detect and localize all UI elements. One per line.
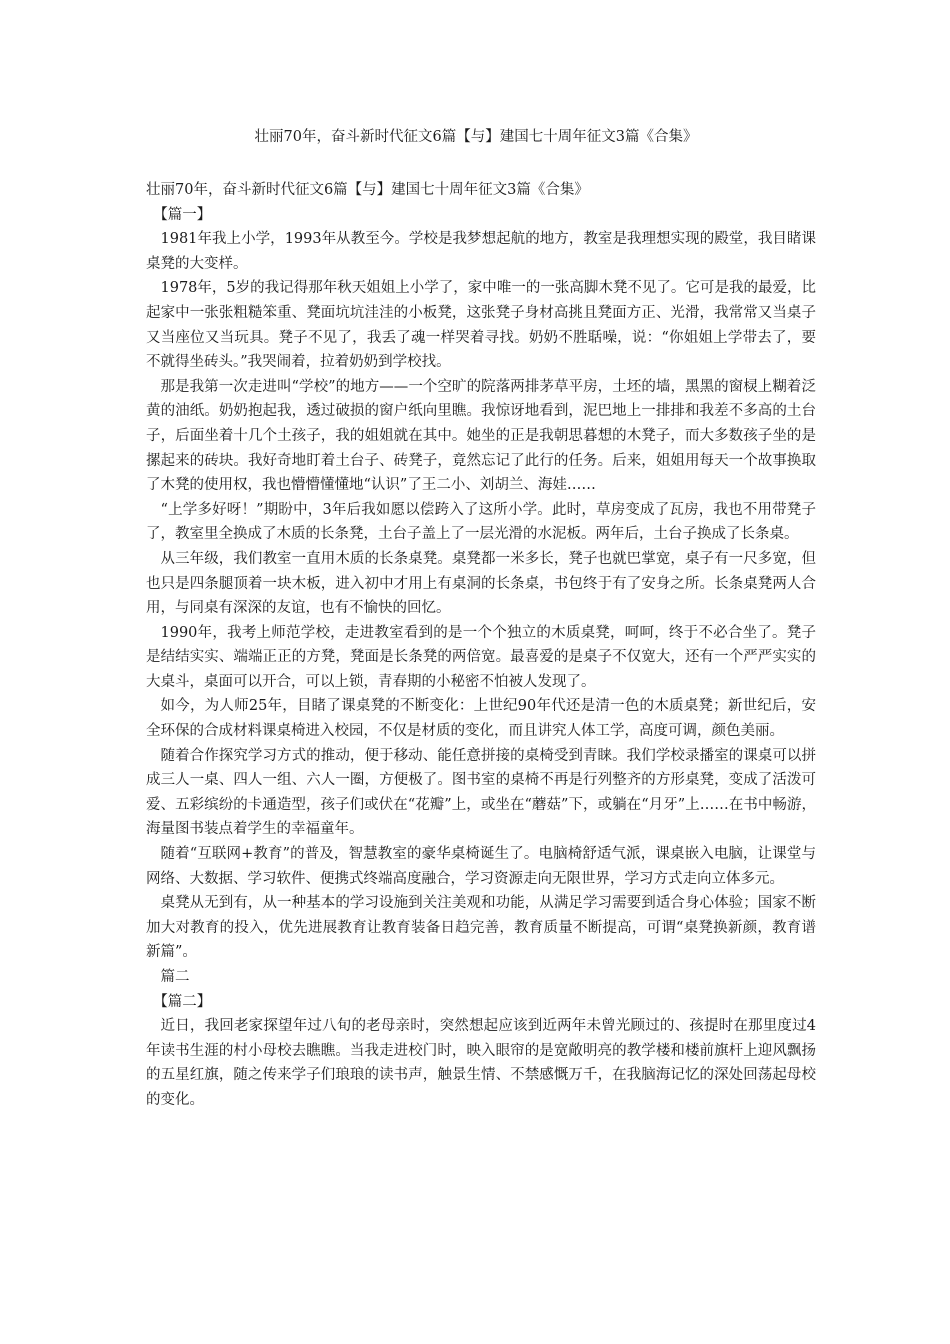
page-title: 壮丽70年，奋斗新时代征文6篇【与】建国七十周年征文3篇《合集》 (254, 129, 698, 145)
paragraph: 桌凳从无到有，从一种基本的学习设施到关注美观和功能，从满足学习需要到适合身心体验；国家不断加大对教育的投入，优先进展教育让教育装备日趋完善，教育质量不断提高，可谓“桌凳换新颜，教育谱新篇”。 (146, 895, 816, 961)
paragraph: 近日，我回老家探望年过八旬的老母亲时，突然想起应该到近两年未曾光顾过的、孩提时在那里度过4年读书生涯的村小母校去瞧瞧。当我走进校门时，映入眼帘的是宽敞明亮的教学楼和楼前旗杆上迎风飘扬的五星红旗，随之传来学子们琅琅的读书声，触景生情、不禁感慨万千，在我脑海记忆的深处回荡起母校的变化。 (146, 1018, 816, 1108)
paragraph: 随着合作探究学习方式的推动，便于移动、能任意拼接的桌椅受到青睐。我们学校录播室的课桌可以拼成三人一桌、四人一组、六人一圈，方便极了。图书室的桌椅不再是行列整齐的方形桌凳，变成了活泼可爱、五彩缤纷的卡通造型，孩子们或伏在“花瓣”上，或坐在“蘑菇”下，或躺在“月牙”上……在书中畅游，海量图书装点着学生的幸福童年。 (146, 747, 816, 838)
paragraph: 如今，为人师25年，目睹了课桌凳的不断变化：上世纪90年代还是清一色的木质桌凳；新世纪后，安全环保的合成材料课桌椅进入校园，不仅是材质的变化，而且讲究人体工学，高度可调，颜色美丽。 (146, 698, 816, 740)
section-heading-2: 【篇二】 (153, 993, 212, 1010)
paragraph: 随着“互联网+教育”的普及，智慧教室的豪华桌椅诞生了。电脑椅舒适气派，课桌嵌入电脑，让课堂与网络、大数据、学习软件、便携式终端高度融合，学习资源走向无限世界，学习方式走向立体多元。 (146, 846, 816, 887)
paragraph: 1978年，5岁的我记得那年秋天姐姐上小学了，家中唯一的一张高脚木凳不见了。它可是我的最爱，比起家中一张张粗糙笨重、凳面坑坑洼洼的小板凳，这张凳子身材高挑且凳面方正、光滑，我常常又当桌子又当座位又当玩具。凳子不见了，我丢了魂一样哭着寻找。奶奶不胜聒噪，说：“你姐姐上学带去了，要不就得坐砖头。”我哭闹着，拉着奶奶到学校找。 (146, 280, 816, 371)
paragraph: 1990年，我考上师范学校，走进教室看到的是一个个独立的木质桌凳，呵呵，终于不必合坐了。凳子是结结实实、端端正正的方凳，凳面是长条凳的两倍宽。最喜爱的是桌子不仅宽大，还有一个严严实实的大桌斗，桌面可以开合，可以上锁，青春期的小秘密不怕被人发现了。 (146, 624, 816, 690)
paragraph: 从三年级，我们教室一直用木质的长条桌凳。桌凳都一米多长，凳子也就巴掌宽，桌子有一尺多宽，但也只是四条腿顶着一块木板，进入初中才用上有桌洞的长条桌，书包终于有了安身之所。长条桌凳两人合用，与同桌有深深的友谊，也有不愉快的回忆。 (146, 550, 816, 617)
section-heading-1: 【篇一】 (153, 206, 212, 223)
document-body (146, 178, 816, 1113)
document-subtitle: 壮丽70年，奋斗新时代征文6篇【与】建国七十周年征文3篇《合集》 (146, 182, 589, 198)
paragraph: 1981年我上小学，1993年从教至今。学校是我梦想起航的地方，教室是我理想实现的殿堂，我目睹课桌凳的大变样。 (146, 231, 816, 272)
paragraph: 那是我第一次走进叫“学校”的地方——一个空旷的院落两排茅草平房，土坯的墙，黑黑的窗棂上糊着泛黄的油纸。奶奶抱起我，透过破损的窗户纸向里瞧。我惊讶地看到，泥巴地上一排排和我差不多高的土台子，后面坐着十几个土孩子，我的姐姐就在其中。她坐的正是我朝思暮想的木凳子，而大多数孩子坐的是摞起来的砖块。我好奇地盯着土台子、砖凳子，竟然忘记了此行的任务。后来，姐姐用每天一个故事换取了木凳的使用权，我也懵懵懂懂地“认识”了王二小、刘胡兰、海娃…… (146, 378, 816, 494)
paragraph: “上学多好呀！”期盼中，3年后我如愿以偿跨入了这所小学。此时，草房变成了瓦房，我也不用带凳子了，教室里全换成了木质的长条凳，土台子盖上了一层光滑的水泥板。两年后，土台子换成了长条桌。 (146, 501, 816, 543)
section-label-2: 篇二 (160, 969, 190, 985)
